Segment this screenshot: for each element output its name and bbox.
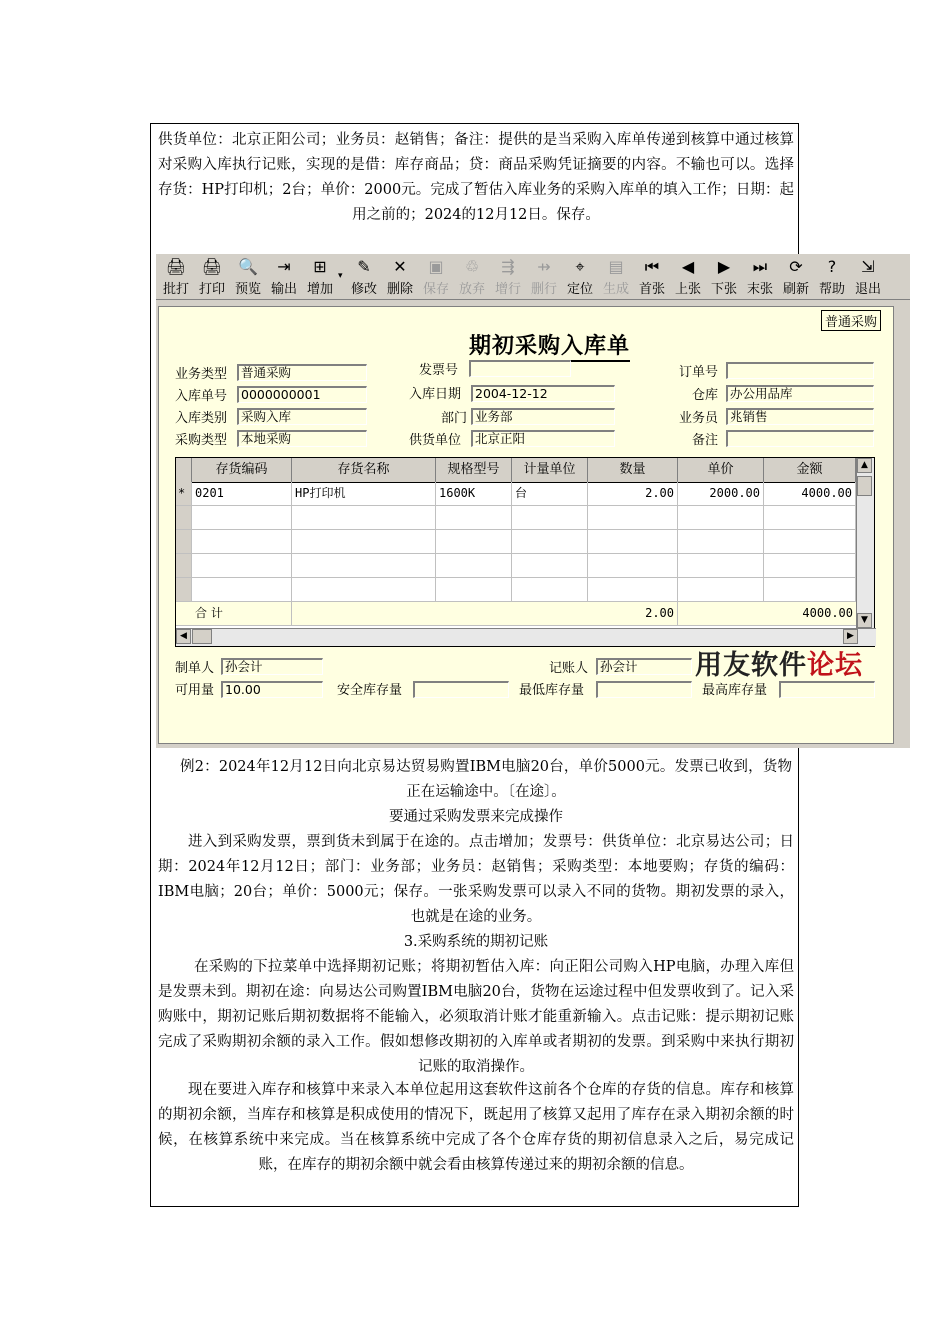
col-code[interactable]: 存货编码: [192, 458, 292, 482]
toolbar-label: 放弃: [458, 282, 485, 297]
toolbar-label: 删除: [386, 282, 413, 297]
items-grid[interactable]: [175, 457, 875, 647]
export-icon: ⇥: [277, 257, 291, 276]
cell-qty[interactable]: [588, 578, 678, 601]
cell-amount[interactable]: [764, 530, 856, 553]
toolbar-button[interactable]: [670, 254, 706, 298]
toolbar-button[interactable]: [598, 254, 634, 298]
toolbar-label: 批打: [162, 282, 189, 297]
toolbar-button[interactable]: [490, 254, 526, 298]
toolbar-label: 修改: [350, 282, 377, 297]
toolbar-label: 下张: [710, 282, 737, 297]
scroll-up-icon[interactable]: ▲: [857, 458, 872, 473]
supplier-field[interactable]: 北京正阳: [471, 430, 615, 447]
toolbar-button[interactable]: [418, 254, 454, 298]
cell-price[interactable]: [678, 578, 764, 601]
cell-marker: [176, 554, 192, 577]
keeper-field[interactable]: 孙会计: [596, 658, 692, 675]
add-row-icon: ⇶: [501, 257, 515, 276]
cell-qty[interactable]: [588, 554, 678, 577]
cell-qty[interactable]: [588, 506, 678, 529]
toolbar-button[interactable]: [302, 254, 338, 298]
delete-row-icon: ⇸: [537, 257, 551, 276]
toolbar-label: 输出: [270, 282, 297, 297]
invoice-no-field[interactable]: [469, 360, 571, 377]
cell-amount[interactable]: [764, 506, 856, 529]
table-row[interactable]: [176, 554, 856, 578]
salesman-label: 业务员: [679, 411, 719, 426]
col-amount[interactable]: 金额: [764, 458, 856, 482]
cell-code[interactable]: [192, 554, 292, 577]
grid-vscrollbar[interactable]: [856, 458, 874, 628]
generate-icon: ▤: [608, 257, 624, 276]
refresh-icon: ⟳: [789, 257, 803, 276]
table-row[interactable]: [176, 506, 856, 530]
cell-amount[interactable]: 4000.00: [764, 482, 856, 505]
table-row[interactable]: [176, 530, 856, 554]
toolbar-label: 打印: [198, 282, 225, 297]
stock-cat-field[interactable]: 采购入库: [237, 408, 367, 425]
toolbar-label: 帮助: [818, 282, 845, 297]
cell-name[interactable]: [292, 530, 436, 553]
cell-spec[interactable]: [436, 530, 512, 553]
toolbar-button[interactable]: [194, 254, 230, 298]
keeper-label: 记账人: [549, 661, 589, 676]
cell-code[interactable]: [192, 506, 292, 529]
cell-unit[interactable]: 台: [512, 482, 588, 505]
toolbar-button[interactable]: [526, 254, 562, 298]
remark-label: 备注: [692, 433, 719, 448]
toolbar-label: 末张: [746, 282, 773, 297]
cell-marker: *: [176, 482, 192, 505]
discard-icon: ♲: [464, 257, 480, 276]
min-field[interactable]: [596, 681, 692, 698]
cell-price[interactable]: [678, 506, 764, 529]
toolbar-button[interactable]: [634, 254, 670, 298]
table-row[interactable]: [176, 482, 856, 506]
cell-price[interactable]: 2000.00: [678, 482, 764, 505]
col-qty[interactable]: 数量: [588, 458, 678, 482]
remark-field[interactable]: [726, 430, 874, 447]
scroll-down-icon[interactable]: ▼: [857, 613, 872, 628]
toolbar-label: 首张: [638, 282, 665, 297]
cell-spec[interactable]: [436, 506, 512, 529]
cell-unit[interactable]: [512, 578, 588, 601]
paragraph-example2: 例2：2024年12月12日向北京易达贸易购置IBM电脑20台，单价5000元。发票已收到，货物正在运输途中。〔在途〕。: [180, 759, 792, 800]
preview-icon: 🔍: [238, 257, 258, 276]
first-icon: ⏮: [644, 257, 660, 276]
toolbar-label: 刷新: [782, 282, 809, 297]
min-label: 最低库存量: [519, 683, 585, 698]
cell-unit[interactable]: [512, 506, 588, 529]
cell-price[interactable]: [678, 554, 764, 577]
toolbar: [156, 254, 910, 300]
locate-icon: ⌖: [575, 257, 585, 276]
purchase-window: [156, 254, 910, 748]
delete-icon: ✕: [393, 257, 407, 276]
toolbar-button[interactable]: [814, 254, 850, 298]
toolbar-label: 保存: [422, 282, 449, 297]
max-label: 最高库存量: [702, 683, 768, 698]
cell-spec[interactable]: [436, 554, 512, 577]
toolbar-button[interactable]: [230, 254, 266, 298]
cell-marker: [176, 530, 192, 553]
stock-date-label: 入库日期: [409, 387, 462, 402]
stock-no-field[interactable]: 0000000001: [237, 386, 367, 403]
paragraph-period-posting: 在采购的下拉菜单中选择期初记账；将期初暂估入库：向正阳公司购入HP电脑，办理入库但是发票未到。期初在途：向易达公司购置IBM电脑20台，货物在运途过程中但发票收到了。记入采购账中，期初记账后期初数据将不能输入，必须取消计账才能重新输入。点击记账：提示期初记账完成了采购期初余额的录入工作。假如想修改期初的入库单或者期初的发票。到采购中来执行期初记账的取消操作。: [158, 959, 794, 1075]
toolbar-label: 预览: [234, 282, 261, 297]
cell-amount[interactable]: [764, 578, 856, 601]
cell-name[interactable]: [292, 506, 436, 529]
form-title: 期初采购入库单: [469, 329, 630, 362]
total-row: [176, 602, 856, 626]
save-icon: ▣: [428, 257, 444, 276]
cell-name[interactable]: [292, 578, 436, 601]
dept-label: 部门: [441, 411, 468, 426]
paragraph-intro: 供货单位：北京正阳公司；业务员：赵销售；备注：提供的是当采购入库单传递到核算中通过核算对采购入库执行记账，实现的是借：库存商品；贷：商品采购凭证摘要的内容。不输也可以。选择存货：HP打印机；2台；单价：2000元。完成了暂估入库业务的采购入库单的填入工作；日期：起用之前的；2024的12月12日。保存。: [158, 132, 794, 223]
forum-watermark: 用友软件论坛: [695, 650, 863, 681]
maker-label: 制单人: [175, 661, 215, 676]
grid-corner: [176, 458, 192, 482]
supplier-label: 供货单位: [409, 433, 462, 448]
total-label: 合 计: [192, 602, 292, 625]
biz-type-tag: 普通采购: [821, 310, 881, 331]
total-qty: 2.00: [588, 602, 678, 625]
dept-field[interactable]: 业务部: [471, 408, 615, 425]
cell-amount[interactable]: [764, 554, 856, 577]
stock-date-field[interactable]: 2004-12-12: [471, 385, 615, 402]
order-no-field[interactable]: [726, 362, 874, 379]
salesman-field[interactable]: 兆销售: [726, 408, 874, 425]
grid-header: [176, 458, 856, 483]
cell-name[interactable]: HP打印机: [292, 482, 436, 505]
cell-qty[interactable]: [588, 530, 678, 553]
toolbar-label: 退出: [854, 282, 881, 297]
scroll-left-icon[interactable]: ◀: [176, 629, 191, 644]
toolbar-label: 删行: [530, 282, 557, 297]
col-unit[interactable]: 计量单位: [512, 458, 588, 482]
order-no-label: 订单号: [679, 365, 719, 380]
toolbar-label: 生成: [602, 282, 629, 297]
toolbar-label: 增行: [494, 282, 521, 297]
cell-unit[interactable]: [512, 530, 588, 553]
biz-type-field[interactable]: 普通采购: [237, 364, 367, 381]
paragraph-inventory: 现在要进入库存和核算中来录入本单位起用这套软件这前各个仓库的存货的信息。库存和核算的期初余额，当库存和核算是积成使用的情况下，既起用了核算又起用了库存在录入期初余额的时候，在核算系统中来完成。当在核算系统中完成了各个仓库存货的期初信息录入之后，易完成记账，在库存的期初余额中就会看由核算传递过来的期初余额的信息。: [158, 1082, 794, 1173]
toolbar-button[interactable]: [562, 254, 598, 298]
toolbar-button[interactable]: [742, 254, 778, 298]
cell-code[interactable]: 0201: [192, 482, 292, 505]
cell-spec[interactable]: [436, 578, 512, 601]
stock-no-label: 入库单号: [175, 389, 228, 404]
cell-qty[interactable]: 2.00: [588, 482, 678, 505]
prev-icon: ◀: [681, 257, 695, 276]
cell-marker: [176, 506, 192, 529]
toolbar-button[interactable]: [850, 254, 886, 298]
cell-spec[interactable]: 1600K: [436, 482, 512, 505]
add-icon: ⊞: [313, 257, 327, 276]
invoice-no-label: 发票号: [419, 363, 459, 378]
add-dropdown-icon[interactable]: ▾: [338, 271, 343, 281]
toolbar-label: 上张: [674, 282, 701, 297]
toolbar-button[interactable]: [158, 254, 194, 298]
toolbar-button[interactable]: [382, 254, 418, 298]
col-price[interactable]: 单价: [678, 458, 764, 482]
paragraph-invoice-steps: 进入到采购发票，票到货未到属于在途的。点击增加；发票号：供货单位：北京易达公司；日期：2024年12月12日；部门：业务部；业务员：赵销售；采购类型：本地要购；存货的编码：IBM电脑；20台；单价：5000元；保存。一张采购发票可以录入不同的货物。期初发票的录入，也就是在途的业务。: [158, 834, 794, 925]
last-icon: ⏭: [752, 257, 768, 276]
max-field[interactable]: [779, 681, 875, 698]
paragraph-invoice-op: 要通过采购发票来完成操作: [389, 809, 563, 825]
cell-name[interactable]: [292, 554, 436, 577]
total-amount: 4000.00: [802, 606, 853, 620]
purchase-type-field[interactable]: 本地采购: [237, 430, 367, 447]
col-spec[interactable]: 规格型号: [436, 458, 512, 482]
help-icon: ?: [827, 257, 837, 276]
toolbar-label: 定位: [566, 282, 593, 297]
avail-label: 可用量: [175, 683, 215, 698]
cell-unit[interactable]: [512, 554, 588, 577]
warehouse-label: 仓库: [692, 388, 719, 403]
col-name[interactable]: 存货名称: [292, 458, 436, 482]
avail-field[interactable]: 10.00: [221, 681, 323, 698]
safe-field[interactable]: [413, 681, 509, 698]
section-heading: 3.采购系统的期初记账: [403, 934, 549, 950]
cell-code[interactable]: [192, 578, 292, 601]
print-batch-icon: 🖨: [165, 257, 187, 276]
hscroll-thumb[interactable]: [192, 629, 212, 644]
maker-field[interactable]: 孙会计: [221, 658, 323, 675]
scroll-right-icon[interactable]: ▶: [843, 629, 858, 644]
toolbar-button[interactable]: [778, 254, 814, 298]
toolbar-button[interactable]: [454, 254, 490, 298]
edit-icon: ✎: [357, 257, 371, 276]
cell-code[interactable]: [192, 530, 292, 553]
purchase-type-label: 采购类型: [175, 433, 228, 448]
exit-icon: ⇲: [861, 257, 875, 276]
next-icon: ▶: [717, 257, 731, 276]
cell-price[interactable]: [678, 530, 764, 553]
cell-marker: [176, 578, 192, 601]
toolbar-label: 增加: [306, 282, 333, 297]
receipt-form: [158, 306, 894, 744]
scroll-thumb[interactable]: [857, 476, 872, 496]
table-row[interactable]: [176, 578, 856, 602]
print-icon: 🖨: [201, 257, 223, 276]
toolbar-button[interactable]: [346, 254, 382, 298]
safe-label: 安全库存量: [337, 683, 403, 698]
toolbar-button[interactable]: [266, 254, 302, 298]
warehouse-field[interactable]: 办公用品库: [726, 385, 874, 402]
toolbar-button[interactable]: [706, 254, 742, 298]
biz-type-label: 业务类型: [175, 367, 228, 382]
stock-cat-label: 入库类别: [175, 411, 228, 426]
